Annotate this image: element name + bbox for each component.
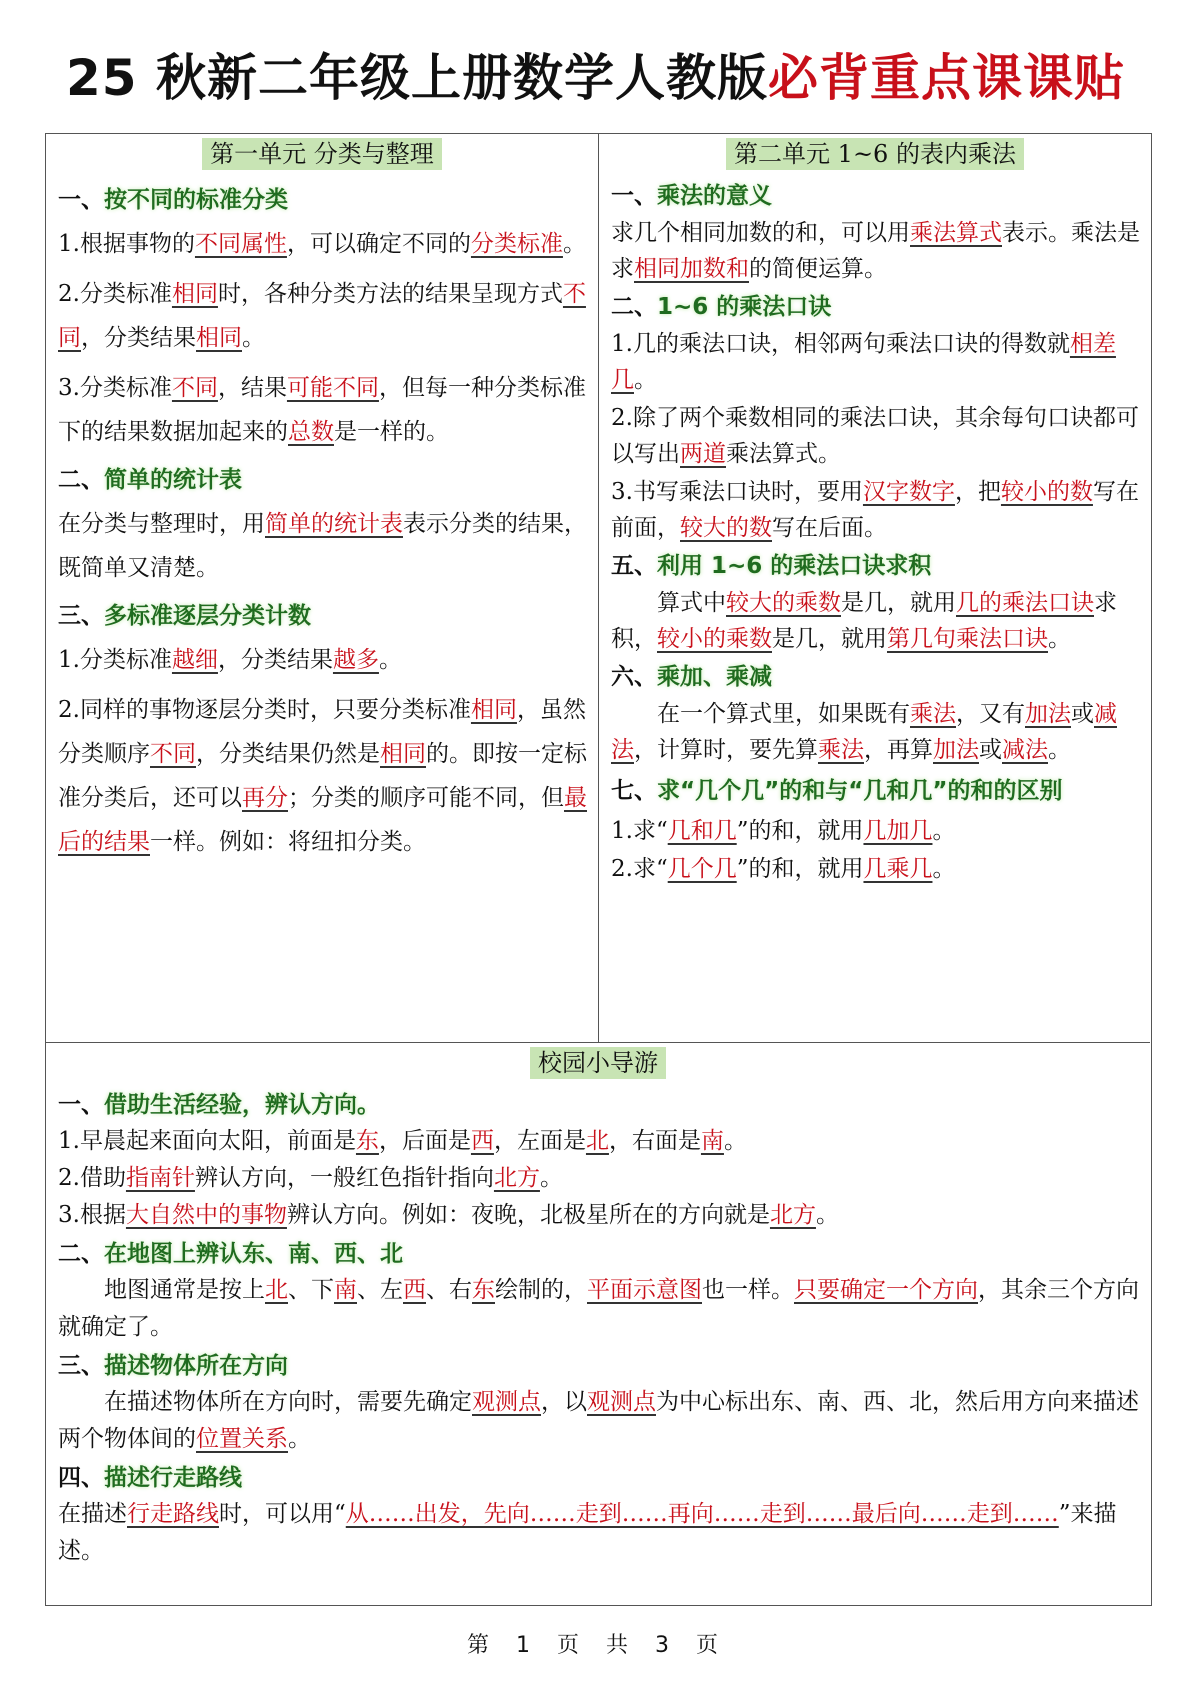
text: 3.根据: [58, 1202, 126, 1228]
text: 是几，就用: [841, 590, 956, 616]
key-term: 观测点: [472, 1389, 541, 1415]
key-term: 不同: [150, 741, 196, 767]
text: 在分类与整理时，用: [58, 511, 265, 537]
key-term: 较小的乘数: [657, 626, 772, 652]
text: 1.分类标准: [58, 647, 172, 673]
key-term: 北: [265, 1277, 288, 1303]
text: 2.同样的事物逐层分类时，只要分类标准: [58, 697, 471, 723]
page-title: [0, 48, 1191, 108]
text: 一样。例如：将纽扣分类。: [150, 829, 426, 855]
text: 辨认方向。例如：夜晚，北极星所在的方向就是: [286, 1202, 770, 1228]
key-term: 行走路线: [127, 1501, 219, 1527]
key-term: 西: [470, 1128, 494, 1154]
text: ，但每一种分类标准下的结果数据加起来的: [58, 375, 586, 445]
text: 、右: [426, 1277, 472, 1303]
text: ，分类结果仍然是: [196, 741, 380, 767]
key-term: 北: [585, 1128, 609, 1154]
key-term: 几加几: [863, 818, 933, 844]
text: 在一个算式里，如果既有: [657, 701, 910, 727]
section-heading: 三、多标准逐层分类计数: [58, 603, 311, 629]
section-heading: 二、1~6 的乘法口诀: [611, 294, 832, 320]
key-term: 位置关系: [196, 1426, 288, 1452]
paragraph: [611, 400, 1141, 472]
text: 2.借助: [58, 1165, 126, 1191]
text: 时，各种分类方法的结果呈现方式: [217, 281, 563, 307]
key-term: 相同: [470, 697, 517, 723]
section-heading: 六、乘加、乘减: [611, 664, 772, 690]
key-term: 加法: [933, 737, 979, 763]
key-term: 不同: [58, 281, 586, 351]
key-term: 简单的统计表: [265, 511, 403, 537]
unit2-title: 第二单元 1~6 的表内乘法: [599, 136, 1151, 176]
paragraph: [58, 272, 588, 360]
unit2-panel: [599, 134, 1151, 1042]
section-heading: 一、按不同的标准分类: [58, 187, 288, 213]
unit1-title: 第一单元 分类与整理: [46, 136, 598, 176]
key-term: 几个几: [667, 856, 737, 882]
key-term: 较大的乘数: [726, 590, 841, 616]
key-term: 加法: [1025, 701, 1071, 727]
text: 地图通常是按上: [104, 1277, 265, 1303]
text: 1.根据事物的: [58, 231, 195, 257]
text: 算式中: [657, 590, 726, 616]
text: ，结果: [217, 375, 287, 401]
text: 。: [1048, 626, 1071, 652]
text: 辨认方向，一般红色指针指向: [194, 1165, 494, 1191]
text: ，分类结果: [81, 325, 196, 351]
key-term: 相差几: [611, 331, 1116, 393]
section-heading: 二、简单的统计表: [58, 467, 242, 493]
key-term: 相同: [196, 325, 242, 351]
key-term: 北方: [493, 1165, 540, 1191]
paragraph: [611, 696, 1141, 768]
text: 。: [378, 647, 402, 673]
key-term: 只要确定一个方向: [794, 1277, 978, 1303]
text: 1.求“: [611, 818, 668, 844]
text: 。: [562, 231, 586, 257]
text: 的。即按一定标准分类后，还可以: [58, 741, 587, 811]
text: ，计算时，要先算: [634, 737, 818, 763]
text: ，后面是: [378, 1128, 471, 1154]
key-term: 南: [700, 1128, 724, 1154]
text: ，可以确定不同的: [286, 231, 471, 257]
text: ，其余三个方向就确定了。: [58, 1277, 1139, 1340]
key-term: 分类标准: [470, 231, 563, 257]
paragraph: [58, 366, 588, 454]
text: ”来描述。: [58, 1501, 1117, 1564]
text: ，把: [954, 479, 1001, 505]
paragraph: [611, 326, 1141, 398]
text: 。: [539, 1165, 563, 1191]
text: 。: [932, 856, 956, 882]
unit1-panel: [46, 134, 599, 1042]
key-term: 不同属性: [194, 231, 287, 257]
key-term: 相同加数和: [634, 256, 749, 282]
text: 求几个相同加数的和，可以用: [611, 220, 910, 246]
text: ，分类结果: [217, 647, 333, 673]
text: 写在前面，: [611, 479, 1139, 541]
text: 在描述物体所在方向时，需要先确定: [104, 1389, 472, 1415]
text: ，又有: [956, 701, 1025, 727]
title-highlight: 必背重点课课贴: [768, 49, 1125, 107]
key-term: 观测点: [587, 1389, 656, 1415]
paragraph: [611, 585, 1141, 657]
text: 求积，: [611, 590, 1117, 652]
text: 表示分类的结果，既简单又清楚。: [58, 511, 587, 581]
text: 是几，就用: [772, 626, 887, 652]
text: ，左面是: [493, 1128, 586, 1154]
key-term: 越多: [332, 647, 379, 673]
paragraph: [611, 813, 1141, 849]
text: ，虽然分类顺序: [58, 697, 586, 767]
text: 2.求“: [611, 856, 668, 882]
section-heading: 一、借助生活经验，辨认方向。: [58, 1092, 380, 1118]
text: 。: [634, 367, 657, 393]
paragraph: [58, 1123, 1140, 1160]
paragraph: [58, 502, 588, 590]
page-number: 第 1 页 共 3 页: [467, 1633, 724, 1658]
key-term: 减法: [611, 701, 1117, 763]
section-heading: 二、在地图上辨认东、南、西、北: [58, 1241, 403, 1267]
key-term: 北方: [769, 1202, 816, 1228]
text: 或: [979, 737, 1002, 763]
paragraph: [611, 215, 1141, 287]
key-term: 几和几: [667, 818, 737, 844]
key-term: 减法: [1002, 737, 1048, 763]
paragraph: [58, 1384, 1140, 1458]
text: 、左: [357, 1277, 403, 1303]
text: 乘法算式。: [726, 441, 841, 467]
paragraph: [58, 1197, 1140, 1234]
text: 。: [242, 325, 265, 351]
key-term: 总数: [288, 419, 334, 445]
key-term: 相同: [171, 281, 218, 307]
section-heading: 七、求“几个几”的和与“几和几”的和的区别: [611, 778, 1063, 804]
notes-sheet: [45, 133, 1152, 1606]
text: 。: [932, 818, 956, 844]
text: 或: [1071, 701, 1094, 727]
text: 3.分类标准: [58, 375, 172, 401]
key-term: 不同: [171, 375, 218, 401]
key-term: 几的乘法口诀: [956, 590, 1094, 616]
text: 表示。乘法是求: [611, 220, 1140, 282]
key-term: 较大的数: [680, 515, 772, 541]
key-term: 越细: [171, 647, 218, 673]
key-term: 西: [403, 1277, 426, 1303]
section-heading: 一、乘法的意义: [611, 183, 772, 209]
section-heading: 四、描述行走路线: [58, 1465, 242, 1491]
unit3-title: 校园小导游: [46, 1045, 1150, 1085]
text: ，以: [541, 1389, 587, 1415]
key-term: 第几句乘法口诀: [887, 626, 1048, 652]
paragraph: [58, 222, 588, 266]
text: 。: [815, 1202, 839, 1228]
key-term: 东: [472, 1277, 495, 1303]
key-term: 乘法: [818, 737, 864, 763]
key-term: 大自然中的事物: [125, 1202, 287, 1228]
key-term: 平面示意图: [587, 1277, 702, 1303]
text: 2.除了两个乘数相同的乘法口诀，其余每句口诀都可以写出: [611, 405, 1139, 467]
key-term: 南: [334, 1277, 357, 1303]
text: 、下: [288, 1277, 334, 1303]
title-main: 25 秋新二年级上册数学人教版: [66, 49, 768, 107]
text: 1.早晨起来面向太阳，前面是: [58, 1128, 356, 1154]
text: 2.分类标准: [58, 281, 172, 307]
section-heading: 五、利用 1~6 的乘法口诀求积: [611, 553, 932, 579]
text: 。: [723, 1128, 747, 1154]
text: 。: [1048, 737, 1071, 763]
text: 绘制的，: [495, 1277, 587, 1303]
paragraph: [58, 638, 588, 682]
text: 1.几的乘法口诀，相邻两句乘法口诀的得数就: [611, 331, 1070, 357]
text: 。: [288, 1426, 311, 1452]
text: 写在后面。: [772, 515, 887, 541]
key-term: 汉字数字: [862, 479, 955, 505]
paragraph: [611, 851, 1141, 887]
key-term: 乘法算式: [910, 220, 1002, 246]
key-term: 可能不同: [286, 375, 379, 401]
key-term: 两道: [680, 441, 726, 467]
text: ；分类的顺序可能不同，但: [288, 785, 564, 811]
paragraph: [58, 688, 588, 864]
text: 3.书写乘法口诀时，要用: [611, 479, 863, 505]
key-term: 几乘几: [863, 856, 933, 882]
key-term: 相同: [380, 741, 426, 767]
key-term: 再分: [242, 785, 288, 811]
paragraph: [58, 1160, 1140, 1197]
text: ，再算: [864, 737, 933, 763]
key-term: 从……出发，先向……走到……再向……走到……最后向……走到……: [345, 1501, 1059, 1527]
paragraph: [611, 474, 1141, 546]
key-term: 较小的数: [1000, 479, 1093, 505]
text: ”的和，就用: [736, 856, 864, 882]
text: 是一样的。: [334, 419, 449, 445]
key-term: 指南针: [125, 1165, 195, 1191]
section-heading: 三、描述物体所在方向: [58, 1353, 288, 1379]
paragraph: [58, 1496, 1140, 1570]
unit3-panel: [46, 1042, 1150, 1604]
text: 为中心标出东、南、西、北，然后用方向来描述两个物体间的: [58, 1389, 1139, 1452]
text: 时，可以用“: [219, 1501, 346, 1527]
key-term: 东: [355, 1128, 379, 1154]
text: 在描述: [58, 1501, 127, 1527]
text: 也一样。: [702, 1277, 794, 1303]
paragraph: [58, 1272, 1140, 1346]
text: ，右面是: [608, 1128, 701, 1154]
key-term: 乘法: [910, 701, 956, 727]
key-term: 最后的结果: [58, 785, 587, 855]
text: 的简便运算。: [749, 256, 887, 282]
text: ”的和，就用: [736, 818, 864, 844]
